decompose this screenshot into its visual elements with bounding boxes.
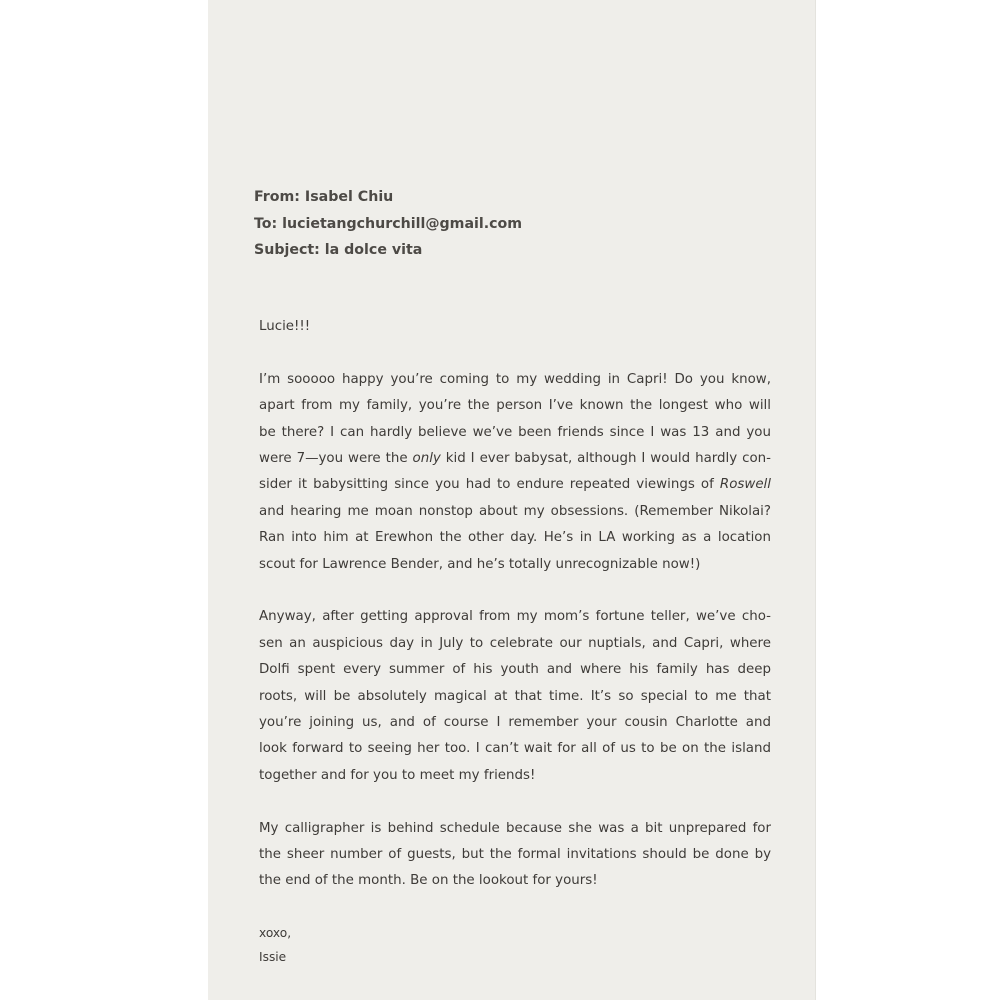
paragraph-2-line: look forward to seeing her too. I can’t wait for all of us to be on the island xyxy=(259,741,771,757)
paragraph-1-line: scout for Lawrence Bender, and he’s totally unrecognizable now!) xyxy=(259,556,701,572)
text-run: were 7—you were the xyxy=(259,451,413,467)
paragraph-2-line: Dolfi spent every summer of his youth and where his family has deep xyxy=(259,662,771,678)
paragraph-3-line: the end of the month. Be on the lookout for yours! xyxy=(259,873,598,889)
paragraph-1-line: and hearing me moan nonstop about my obsessions. (Remember Nikolai? xyxy=(259,503,771,519)
email-header xyxy=(254,184,794,264)
paragraph-1-line: be there? I can hardly believe we’ve been friends since I was 13 and you xyxy=(259,424,771,440)
emphasis: only xyxy=(412,451,441,467)
paragraph-2-line: Anyway, after getting approval from my mom’s fortune teller, we’ve cho- xyxy=(259,609,771,625)
paragraph-3-line: My calligrapher is behind schedule because she was a bit unprepared for xyxy=(259,820,771,836)
email-body xyxy=(259,314,771,969)
paragraph-2-line: sen an auspicious day in July to celebrate our nuptials, and Capri, where xyxy=(259,635,771,651)
paragraph-2-line: together and for you to meet my friends! xyxy=(259,767,536,783)
paragraph-1 xyxy=(259,367,771,578)
paragraph-2-line: roots, will be absolutely magical at that time. It’s so special to me that xyxy=(259,688,771,704)
text-run: sider it babysitting since you had to endure repeated viewings of xyxy=(259,477,714,493)
subject-line: Subject: la dolce vita xyxy=(254,242,423,258)
text-run: kid I ever babysat, although I would hardly con- xyxy=(440,451,772,467)
paragraph-2 xyxy=(259,604,771,789)
paragraph-1-line: apart from my family, you’re the person I’ve known the longest who will xyxy=(259,398,771,414)
paragraph-3 xyxy=(259,816,771,895)
to-line: To: lucietangchurchill@gmail.com xyxy=(254,215,523,232)
paragraph-3-line: the sheer number of guests, but the formal invitations should be done by xyxy=(259,847,771,863)
paragraph-1-line: I’m sooooo happy you’re coming to my wedding in Capri! Do you know, xyxy=(259,371,771,387)
signoff xyxy=(259,921,771,969)
paragraph-1-line xyxy=(259,446,771,472)
paragraph-1-line: Ran into him at Erewhon the other day. He’s in LA working as a location xyxy=(259,530,771,546)
paragraph-1-line xyxy=(259,472,771,498)
paragraph-2-line: you’re joining us, and of course I remember your cousin Charlotte and xyxy=(259,715,771,731)
greeting: Lucie!!! xyxy=(259,319,311,334)
closing: xoxo, xyxy=(259,926,292,941)
signature-name: Issie xyxy=(259,950,287,965)
emphasis: Roswell xyxy=(719,477,771,493)
from-line: From: Isabel Chiu xyxy=(254,189,394,205)
